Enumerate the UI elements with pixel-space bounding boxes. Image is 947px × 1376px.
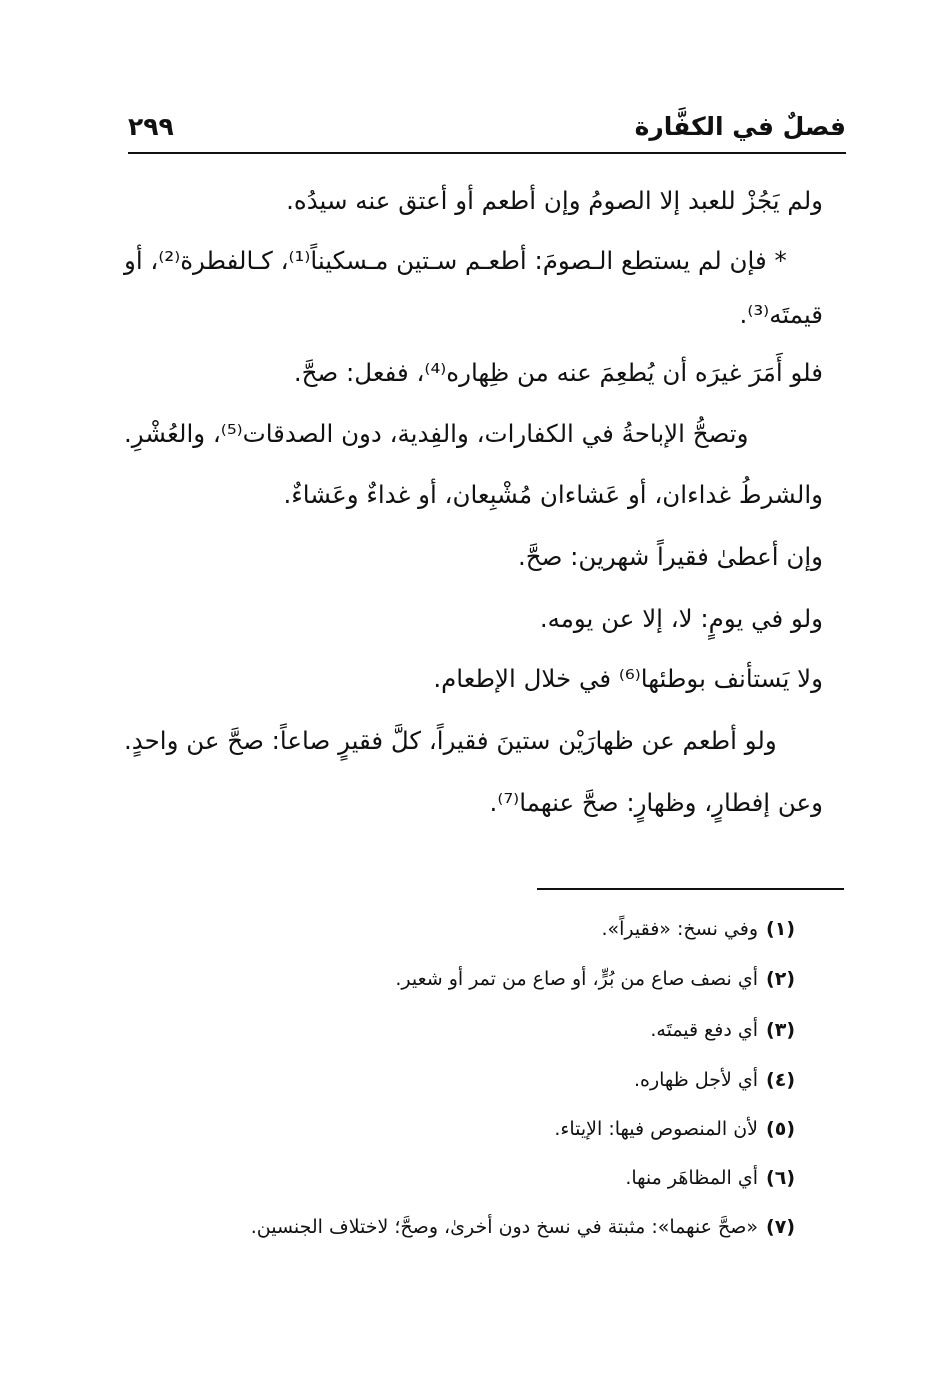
footnote-text: «صحَّ عنهما»: مثبتة في نسخ دون أخرىٰ، وصحَّ؛ لاختلاف الجنسين.: [250, 1216, 759, 1238]
footnote-number: (٦): [766, 1167, 795, 1189]
footnote: [601, 915, 795, 943]
footnote-separator: [537, 888, 844, 890]
footnote-text: أي المظاهَر منها.: [625, 1167, 759, 1189]
footnote: [554, 1115, 795, 1143]
footnote: [650, 1016, 795, 1044]
body-line: والشرطُ غداءان، أو عَشاءان مُشْبِعان، أو غداءٌ وعَشاءٌ.: [283, 480, 823, 509]
footnote-number: (٥): [766, 1118, 795, 1140]
body-line: ولا يَستأنف بوطئها⁽⁶⁾ في خلال الإطعام.: [433, 664, 823, 693]
body-line: وعن إفطارٍ، وظهارٍ: صحَّ عنهما⁽⁷⁾.: [489, 788, 823, 817]
body-line: وإن أعطىٰ فقيراً شهرين: صحَّ.: [517, 542, 823, 571]
body-line: ولو أطعم عن ظهارَيْن ستينَ فقيراً، كلَّ فقيرٍ صاعاً: صحَّ عن واحدٍ.: [124, 726, 777, 755]
page-header: [128, 108, 846, 154]
footnote-text: وفي نسخ: «فقيراً».: [601, 918, 759, 940]
footnote: [625, 1164, 795, 1192]
body-line: ولم يَجُزْ للعبد إلا الصومُ وإن أطعم أو أعتق عنه سيدُه.: [286, 186, 823, 215]
footnote-text: أي لأجل ظهاره.: [633, 1069, 759, 1091]
footnote-number: (٢): [766, 968, 795, 990]
footnote: [395, 965, 795, 993]
footnote-text: أي نصف صاع من بُرٍّ، أو صاع من تمر أو شعير.: [395, 968, 759, 990]
footnote-number: (٤): [766, 1069, 795, 1091]
page-number: ٢٩٩: [128, 112, 174, 141]
footnote-number: (٣): [766, 1019, 795, 1041]
body-line: ولو في يومٍ: لا، إلا عن يومه.: [539, 604, 823, 633]
body-line: فلو أَمَرَ غيرَه أن يُطعِمَ عنه من ظِهاره⁽⁴⁾، ففعل: صحَّ.: [293, 358, 823, 387]
body-line: * فإن لم يستطع الـصومَ: أطعـم سـتين مـسكيناً⁽¹⁾، كـالفطرة⁽²⁾، أو: [124, 246, 787, 275]
footnote-text: أي دفع قيمتَه.: [650, 1019, 759, 1041]
body-line: قيمتَه⁽³⁾.: [739, 300, 823, 329]
footnote-number: (٧): [766, 1216, 795, 1238]
running-title: فصلٌ في الكفَّارة: [634, 112, 846, 141]
footnote: [634, 1066, 795, 1094]
footnote-number: (١): [766, 918, 795, 940]
footnote: [251, 1213, 795, 1241]
body-line: وتصحُّ الإباحةُ في الكفارات، والفِدية، دون الصدقات⁽⁵⁾، والعُشْرِ.: [124, 419, 749, 448]
footnote-text: لأن المنصوص فيها: الإيتاء.: [554, 1118, 759, 1140]
